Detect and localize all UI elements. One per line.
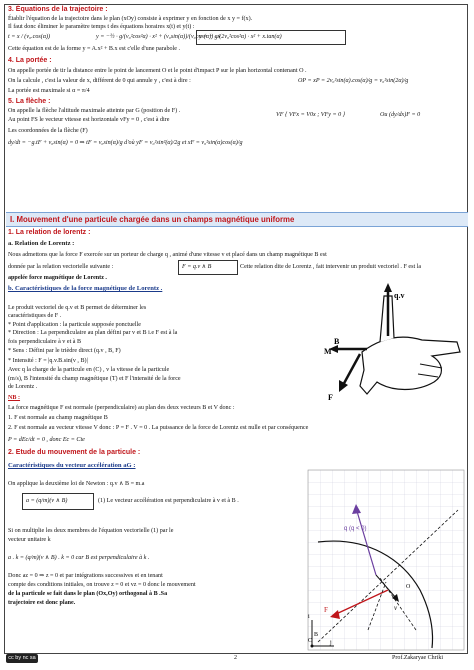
label-m: M — [324, 347, 332, 356]
section-2-title: 2. Etude du mouvement de la particule : — [8, 449, 141, 456]
equation-y: y = −½ · g/(v₀²cos²α) · x² + (v₀sin(α))/(v₀cos(α)) · x — [96, 34, 221, 40]
part-banner — [6, 212, 468, 227]
text-line: Donc az = 0 ⇒ z = 0 et par intégrations successives et en tenant — [8, 573, 163, 579]
text-line: compte des conditions initiales, on trouve z = 0 et vz = 0 donc le mouvement — [8, 582, 196, 588]
text-line: (m/s), B l'intensité du champ magnétique (T) et F l'intensité de la force — [8, 376, 181, 382]
license-badge: cc by nc sa — [6, 654, 38, 663]
text-line: Cette relation dite de Lorentz , fait intervenir un produit vectoriel . F est la — [240, 264, 422, 270]
label-o: O — [406, 584, 411, 590]
footer-author: Prof.Zakaryae Chriki — [392, 655, 443, 661]
text-line: donnée par la relation vectorielle suivante : — [8, 264, 114, 270]
part-title: I. Mouvement d'une particule chargée dans un champs magnétique uniforme — [10, 215, 295, 224]
text-line: fois perpendiculaire à v et à B — [8, 339, 82, 345]
equation-t: t = x / (v₀.cos(α)) — [8, 34, 51, 40]
text-line: caractéristiques de F . — [8, 313, 62, 319]
text-line: Les coordonnées de la flèche (F) — [8, 128, 88, 134]
text-line: * Intensité : F = |q.v.B.sin(v , B)| — [8, 358, 88, 364]
right-hand-rule-figure — [322, 282, 464, 406]
condition-vector: VF { VFx = V0x ; VFy = 0 } — [276, 112, 346, 118]
text-line: 2. F est normale au vecteur vitesse V donc : P = F . V = 0 . La puissance de la force de Lorentz est nulle et par conséquence — [8, 425, 309, 431]
label-f: F — [324, 606, 328, 614]
text-line: Cette équation est de la forme y = A.x² + B.x est c'elle d'une parabole . — [8, 46, 180, 52]
label-qv: q.v — [394, 291, 405, 300]
text-line: On appelle la flèche l'altitude maximale atteinte par G (position de F) . — [8, 108, 181, 114]
label-f: F — [328, 393, 333, 402]
nb-label: NB : — [8, 395, 21, 401]
lorentz-formula: F = q.v ∧ B — [182, 264, 212, 270]
accel-formula: a = (q/m)(v ∧ B) — [26, 498, 68, 504]
arrow-qv-icon — [384, 283, 392, 292]
text-line: * Sens : Défini par le trièdre direct (q.v , B, F) — [8, 348, 121, 354]
text-line: Le produit vectoriel de q.v et B permet de déterminer les — [8, 305, 147, 311]
text-line: de la particule se fait dans le plan (Ox,Oy) orthogonal à B .Sa — [8, 591, 168, 597]
circular-trajectory-figure — [308, 470, 464, 650]
text-line: Il faut donc éliminer le paramètre temps t des équations horaires x(t) et y(t) : — [8, 24, 195, 30]
text-line: 1. F est normale au champ magnétique B — [8, 415, 108, 421]
subsection-a-title: a. Relation de Lorentz : — [8, 240, 75, 247]
text-line: La portée est maximale si α = π/4 — [8, 88, 90, 94]
text-line: (1) Le vecteur accélération est perpendiculaire à v et à B . — [98, 498, 239, 504]
equation-apex: dy/dt = −g.tF + v₀sin(α) = 0 ⇒ tF = v₀sin(α)/g d'où yF = v₀²sin²(α)/2g et xF = v₀²sin(α)cos(α)/g — [8, 140, 243, 146]
label-j: j — [330, 640, 332, 646]
text-line: On la calcule , c'est la valeur de x, différent de 0 qui annule y , c'est à dire : — [8, 78, 191, 84]
text-line: appelée force magnétique de Lorentz . — [8, 275, 107, 281]
section-5-title: 5. La flèche : — [8, 98, 51, 105]
section-3-title: 3. Équations de la trajectoire : — [8, 6, 108, 13]
text-line: Au point FS le vecteur vitesse est horizontale vFy = 0 , c'est à dire — [8, 117, 170, 123]
label-c: C — [308, 638, 313, 644]
text-line: * Point d'application : la particule supposée ponctuelle — [8, 322, 141, 328]
text-line: vecteur unitaire k — [8, 537, 51, 543]
text-line: Nous admettons que la force F exercée sur un porteur de charge q , animé d'une vitesse v et placé dans un champ magnétique B est — [8, 252, 327, 258]
text-line: Établir l'équation de la trajectoire dans le plan (xOy) consiste à exprimer y en fonction de x y = f(x). — [8, 16, 253, 22]
text-line: On appelle portée de tir la distance entre le point de lancement O et le point d'impact P sur le plan horizontal contenant O . — [8, 68, 307, 74]
section-4-title: 4. La portée : — [8, 57, 52, 64]
label-q: q (q < 0) — [344, 526, 367, 532]
text-line: P = dEc/dt = 0 , donc Ec = Cte — [8, 437, 85, 443]
equation-az: a . k = (q/m)(v ∧ B) . k = 0 car B est perpendiculaire à k . — [8, 555, 150, 561]
text-line: On applique la deuxième loi de Newton : q.v ∧ B = m.a — [8, 481, 145, 487]
text-line: * Direction : La perpendiculaire au plan défini par v et B i.e F est à la — [8, 330, 178, 336]
equation-y-boxed: y = − g/(2v₀²cos²α) · x² + x.tan(α) — [199, 34, 282, 40]
label-b: B — [314, 632, 319, 638]
text-line: de Lorentz . — [8, 384, 38, 390]
subsection-accel-title: Caractéristiques du vecteur accélération aG : — [8, 462, 136, 469]
equation-range: OP = xP = 2v₀²sin(α).cos(α)/g = v₀²sin(2α)/g — [298, 78, 409, 84]
subsection-b-title: b. Caractéristiques de la force magnétique de Lorentz . — [8, 285, 163, 292]
label-v: v — [394, 604, 398, 612]
label-b: B — [334, 337, 340, 346]
text-line: Avec q la charge de la particule en (C) , v la vitesse de la particule — [8, 367, 170, 373]
text-line: trajectoire est donc plane. — [8, 600, 76, 606]
section-1-title: 1. La relation de lorentz : — [8, 229, 91, 236]
condition-derivative: Ou (dy/dx)F = 0 — [380, 112, 421, 118]
label-i: i — [308, 614, 310, 620]
text-line: La force magnétique F est normale (perpendiculaire) au plan des deux vecteurs B et V donc : — [8, 405, 235, 411]
page-number: 2 — [234, 655, 237, 661]
text-line: Si on multiplie les deux membres de l'équation vectorielle (1) par le — [8, 528, 174, 534]
